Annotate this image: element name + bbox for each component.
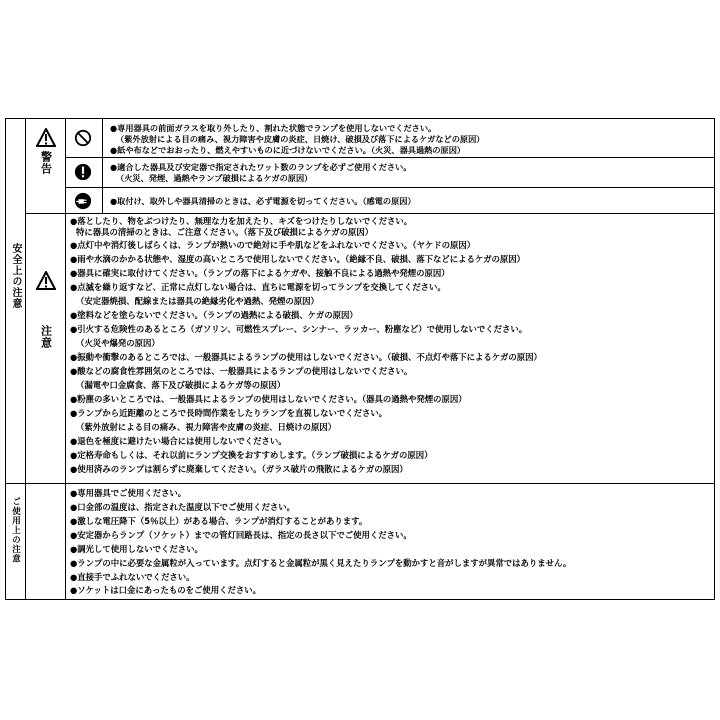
warning-triangle-icon	[36, 128, 56, 148]
unplug-icon	[74, 192, 92, 210]
usage-section-label: ご使用上の注意	[10, 497, 21, 564]
warning-mandatory-line-1: ●適合した器具及び安定器で指定されたワット数のランプを必ずご使用ください。	[110, 162, 412, 172]
caution-line: ●雨や水滴のかかる状態や、湿度の高いところで使用しないでください。（絶縁不良、破損、落下などによるケガの原因）	[70, 254, 525, 264]
caution-label: 注意	[39, 325, 53, 349]
warning-unplug-line: ●取付け、取外しや器具清掃のときは、必ず電源を切ってください。（感電の原因）	[110, 196, 416, 206]
warning-prohibit-line-1: ●専用器具の前面ガラスを取り外したり、割れた状態でランプを使用しないでください。	[110, 123, 437, 133]
divider-safety-usage	[6, 483, 714, 484]
caution-line: ●器具に確実に取付けてください。（ランプの落下によるケガや、接触不良による過熱や発煙の原因）	[70, 268, 450, 278]
divider-warning-1	[66, 157, 714, 158]
category-column	[26, 119, 66, 483]
usage-line: ●安定器からランプ（ソケット）までの管灯回路長は、指定の長さ以下でご使用ください。	[70, 530, 412, 540]
divider-warning-2	[66, 187, 714, 188]
caution-line: ●落としたり、物をぶつけたり、無理な力を加えたり、キズをつけたりしないでください。	[70, 216, 413, 226]
warning-icon-column-divider	[102, 119, 103, 213]
section-label-column	[6, 119, 26, 483]
caution-line: ●引火する危険性のあるところ（ガソリン、可燃性スプレー、シンナー、ラッカー、粉塵など）で使用しないでください。	[70, 324, 528, 334]
warning-prohibit-line-3: ●紙や布などでおおったり、燃えやすいものに近づけないでください。（火災、器具過熱の原因）	[110, 145, 466, 155]
prohibition-icon	[74, 129, 92, 147]
caution-line: ●振動や衝撃のあるところでは、一般器具によるランプの使用はしないでください。（破損、不点灯や落下によるケガの原因）	[70, 352, 542, 362]
caution-line: ●ランプから近距離のところで長時間作業をしたりランプを直視しないでください。	[70, 408, 388, 418]
caution-line: ●使用済みのランプは割らずに廃棄してください。（ガラス破片の飛散によるケガの原因）	[70, 464, 408, 474]
category-column-usage	[26, 483, 66, 599]
safety-notice-table	[5, 118, 715, 600]
usage-line: ●ランプの中に必要な金属粒が入っています。点灯すると金属粒が黒く見えたりランプを動かすと音がしますが異常ではありません。	[70, 558, 572, 568]
caution-triangle-icon	[36, 271, 56, 291]
warning-label: 警告	[39, 151, 53, 175]
warning-mandatory-line-2: （火災、発煙、過熱やランプ破損によるケガの原因）	[116, 173, 313, 183]
caution-line: ●退色を極度に避けたい場合には使用しないでください。	[70, 436, 287, 446]
caution-line: （安定器焼損、配線または器具の絶縁劣化や過熱、発煙の原因）	[76, 296, 319, 306]
warning-prohibit-line-2: （紫外放射による目の痛み、視力障害や皮膚の炎症、日焼け、破損及び落下によるケガなどの原因）	[116, 134, 485, 144]
usage-line: ●調光して使用しないでください。	[70, 544, 203, 554]
usage-line: ●専用器具でご使用ください。	[70, 488, 187, 498]
caution-line: ●定格寿命もしくは、それ以前にランプ交換をおすすめします。（ランプ破損によるケガの原因）	[70, 450, 433, 460]
caution-line: （火災や爆発の原因）	[76, 338, 160, 348]
caution-line: （漏電や口金腐食、落下及び破損によるケガ等の原因）	[76, 380, 286, 390]
caution-line: ●粉塵の多いところでは、一般器具によるランプの使用はしないでください。（器具の過熱や発煙の原因）	[70, 394, 467, 404]
usage-line: ●激しな電圧降下（5％以上）がある場合、ランプが消灯することがあります。	[70, 516, 368, 526]
caution-line: ●点滅を繰り返すなど、正常に点灯しない場合は、直ちに電源を切ってランプを交換してください。	[70, 282, 446, 292]
mandatory-action-icon	[74, 163, 92, 181]
caution-line: ●点灯中や消灯後しばらくは、ランプが熱いので絶対に手や肌などをふれないでください。（ヤケドの原因）	[70, 240, 476, 250]
safety-section-label: 安全上の注意	[10, 243, 21, 309]
caution-line: （紫外放射による目の痛み、視力障害や皮膚の炎症、日焼けの原因）	[76, 422, 337, 432]
divider-warning-caution	[26, 213, 714, 214]
usage-line: ●ソケットは口金にあったものをご使用ください。	[70, 585, 261, 595]
caution-line: ●酸などの腐食性雰囲気のところでは、一般器具によるランプの使用はしないでください。	[70, 366, 413, 376]
caution-line: ●塗料などを塗らないでください。（ランプの過熱による破損、ケガの原因）	[70, 310, 358, 320]
usage-line: ●口金部の温度は、指定された温度以下でご使用ください。	[70, 502, 296, 512]
caution-line: 特に器具の清掃のときは、ご注意ください。（落下及び破損によるケガの原因）	[76, 227, 374, 237]
usage-line: ●直接手でふれないでください。	[70, 572, 195, 582]
section-label-column-usage	[6, 483, 26, 599]
